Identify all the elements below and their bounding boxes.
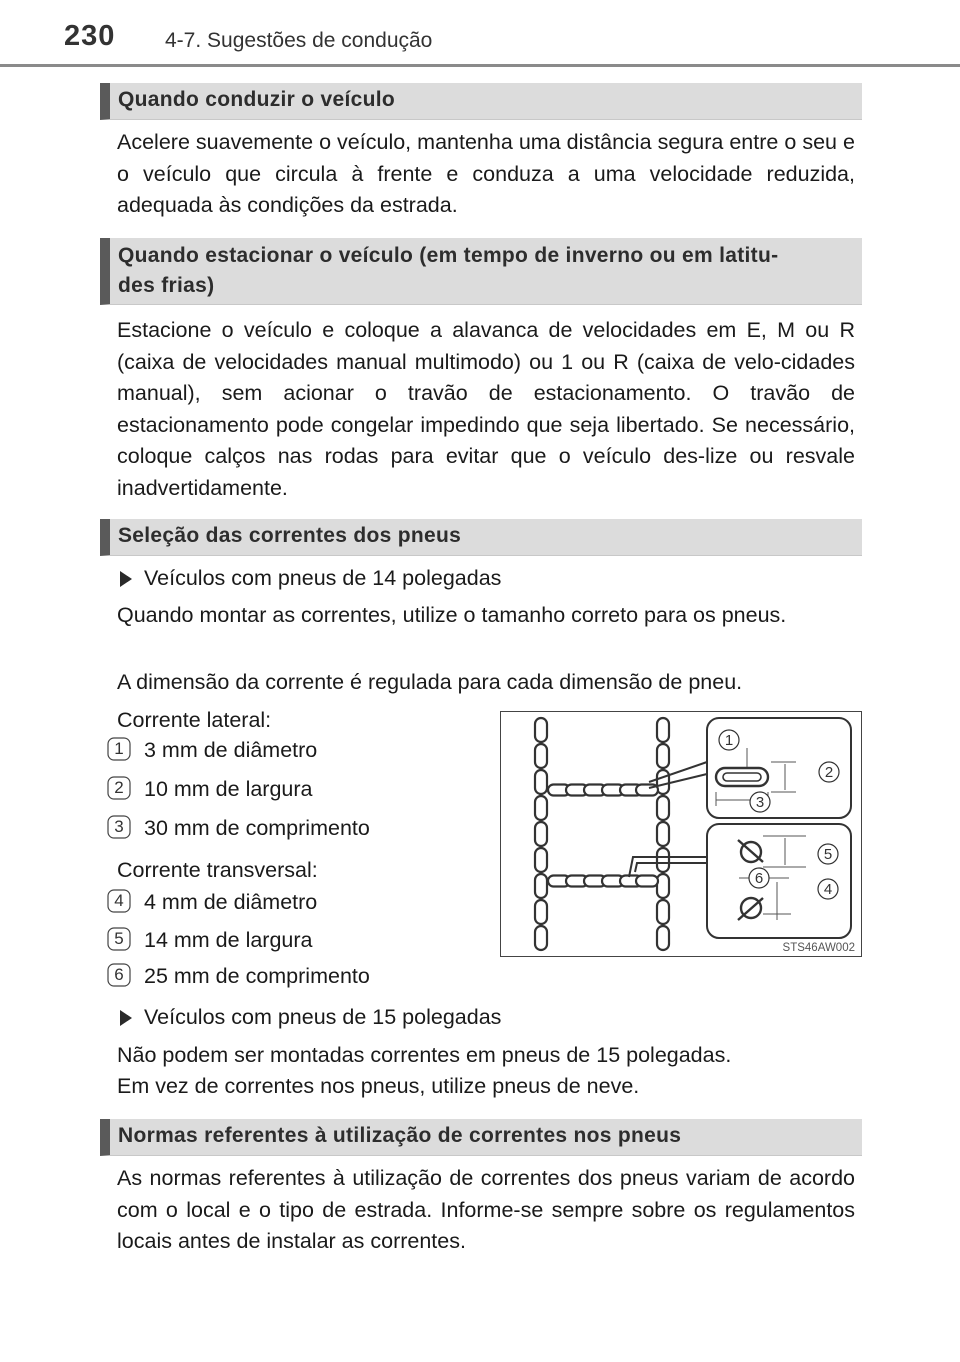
cross-chain-length: 25 mm de comprimento: [144, 964, 370, 988]
cross-chain-label: Corrente transversal:: [117, 858, 318, 882]
side-chain-width: 10 mm de largura: [144, 777, 313, 801]
figure-callout-3: 3: [755, 794, 765, 811]
section-reference: 4-7. Sugestões de condução: [165, 29, 433, 52]
bullet-14-inch: Veículos com pneus de 14 polegadas: [144, 566, 502, 590]
paragraph-chain-dimension: A dimensão da corrente é regulada para cada dimensão de pneu.: [117, 670, 743, 694]
figure-callout-2: 2: [824, 764, 834, 781]
figure-code: STS46AW002: [782, 942, 855, 954]
bullet-triangle-icon: [120, 1010, 132, 1026]
bullet-triangle-icon: [120, 571, 132, 587]
figure-callout-6: 6: [754, 870, 764, 887]
side-chain-length: 30 mm de comprimento: [144, 816, 370, 840]
paragraph-snow-tires: Em vez de correntes nos pneus, utilize pneus de neve.: [117, 1074, 640, 1098]
tire-chain-diagram: [500, 711, 862, 957]
section-title: Seleção das correntes dos pneus: [118, 524, 462, 547]
side-chain-diameter: 3 mm de diâmetro: [144, 738, 318, 762]
figure-callout-5: 5: [823, 846, 833, 863]
page-number: 230: [64, 20, 116, 52]
figure-callout-4: 4: [823, 881, 833, 898]
bullet-15-inch: Veículos com pneus de 15 polegadas: [144, 1005, 502, 1029]
side-chain-label: Corrente lateral:: [117, 708, 272, 732]
cross-chain-diameter: 4 mm de diâmetro: [144, 890, 318, 914]
paragraph-chain-size: Quando montar as correntes, utilize o tamanho correto para os pneus.: [117, 603, 787, 627]
figure-callout-1: 1: [724, 732, 734, 749]
paragraph-driving: Acelere suavemente o veículo, mantenha uma distância segura entre o seu e o veículo que circula à frente e conduza a uma velocidade reduzida, adequada às condições da estrada.: [117, 130, 855, 217]
section-title: Normas referentes à utilização de correntes nos pneus: [118, 1124, 682, 1147]
section-title: Quando conduzir o veículo: [118, 88, 396, 111]
section-title-bar-parking: [100, 238, 862, 305]
callout-3-icon: 3: [107, 815, 131, 839]
callout-4-icon: 4: [107, 889, 131, 913]
paragraph-15-inch-no-chains: Não podem ser montadas correntes em pneus de 15 polegadas.: [117, 1043, 732, 1067]
section-title-bar-chain-rules: [100, 1119, 862, 1156]
tire-chain-illustration: [501, 712, 860, 955]
cross-chain-width: 14 mm de largura: [144, 928, 313, 952]
callout-6-icon: 6: [107, 963, 131, 987]
callout-1-icon: 1: [107, 737, 131, 761]
callout-5-icon: 5: [107, 927, 131, 951]
section-title-bar-chain-selection: [100, 519, 862, 556]
section-title-line2: des frias): [118, 274, 215, 297]
paragraph-parking: Estacione o veículo e coloque a alavanca de velocidades em E, M ou R (caixa de velocidades manual multimodo) ou 1 ou R (caixa de velo-cidades manual), sem acionar o travão de estacionamento. O travão de estacionamento pode congelar impedindo que seja libertado. Se necessário, coloque calços nas rodas para evitar que o veículo des-lize ou resvale inadvertidamente.: [117, 318, 855, 500]
page-header: [0, 0, 960, 68]
paragraph-chain-rules: As normas referentes à utilização de correntes dos pneus variam de acordo com o local e o tipo de estrada. Informe-se sempre sobre os regulamentos locais antes de instalar as correntes.: [117, 1166, 855, 1253]
callout-2-icon: 2: [107, 776, 131, 800]
header-divider: [0, 64, 960, 67]
section-title-line1: Quando estacionar o veículo (em tempo de inverno ou em latitu-: [118, 244, 779, 267]
section-title-bar-driving: [100, 83, 862, 120]
